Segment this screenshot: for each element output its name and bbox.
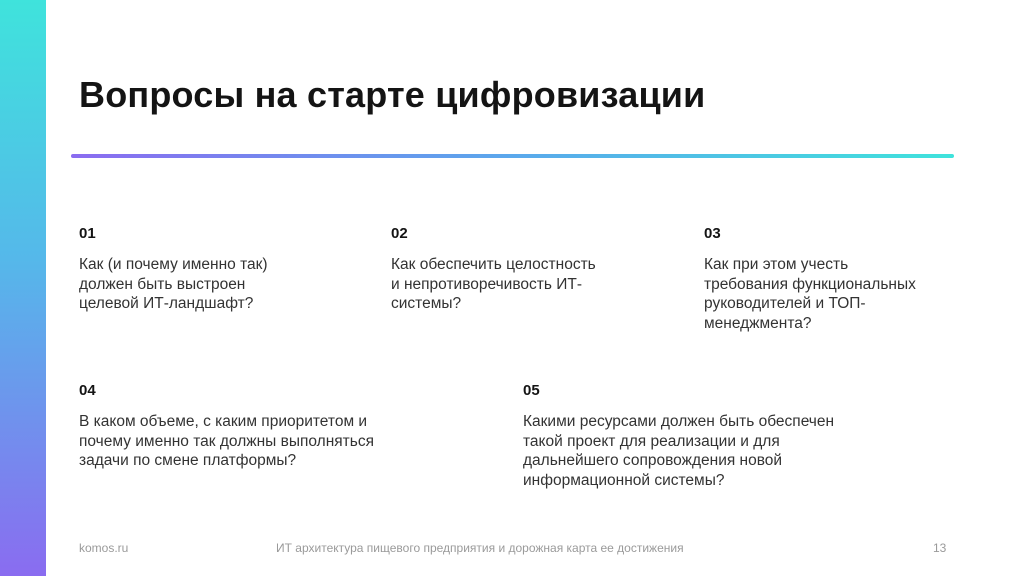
question-text	[79, 255, 268, 314]
question-number: 05	[523, 382, 540, 399]
footer-caption: ИТ архитектура пищевого предприятия и дорожная карта ее достижения	[276, 541, 684, 555]
question-text	[391, 255, 596, 314]
question-line: системы?	[391, 295, 462, 312]
question-line: должен быть выстроен	[79, 275, 246, 293]
question-number: 04	[79, 382, 96, 399]
question-line: В каком объеме, с каким приоритетом и	[79, 413, 368, 430]
question-line: руководителей и ТОП-	[704, 295, 866, 312]
question-line: информационной системы?	[523, 471, 725, 489]
question-line: почему именно так должны выполняться	[79, 432, 374, 450]
question-number: 02	[391, 225, 408, 242]
gradient-side-bar	[0, 0, 46, 576]
question-line: требования функциональных	[704, 275, 916, 293]
question-line: Как обеспечить целостность	[391, 256, 596, 273]
question-line: Как (и почему именно так)	[79, 256, 268, 273]
question-item-05	[523, 382, 834, 490]
question-line: менеджмента?	[704, 314, 812, 332]
question-item-01	[79, 225, 268, 314]
question-item-02	[391, 225, 596, 314]
title-divider	[71, 154, 954, 158]
question-text	[523, 412, 834, 490]
question-text	[79, 412, 374, 471]
question-line: и непротиворечивость ИТ-	[391, 275, 583, 293]
question-line: целевой ИТ-ландшафт?	[79, 295, 254, 312]
question-number: 01	[79, 225, 96, 242]
slide-title: Вопросы на старте цифровизации	[79, 74, 706, 115]
question-line: такой проект для реализации и для	[523, 432, 780, 450]
question-line: дальнейшего сопровождения новой	[523, 452, 783, 469]
question-line: задачи по смене платформы?	[79, 452, 297, 469]
page-number: 13	[933, 541, 947, 555]
question-item-04	[79, 382, 374, 471]
footer-site-label: komos.ru	[79, 541, 129, 555]
question-line: Какими ресурсами должен быть обеспечен	[523, 413, 835, 430]
question-item-03	[704, 225, 916, 333]
question-line: Как при этом учесть	[704, 256, 849, 273]
question-text	[704, 255, 916, 333]
question-number: 03	[704, 225, 721, 242]
